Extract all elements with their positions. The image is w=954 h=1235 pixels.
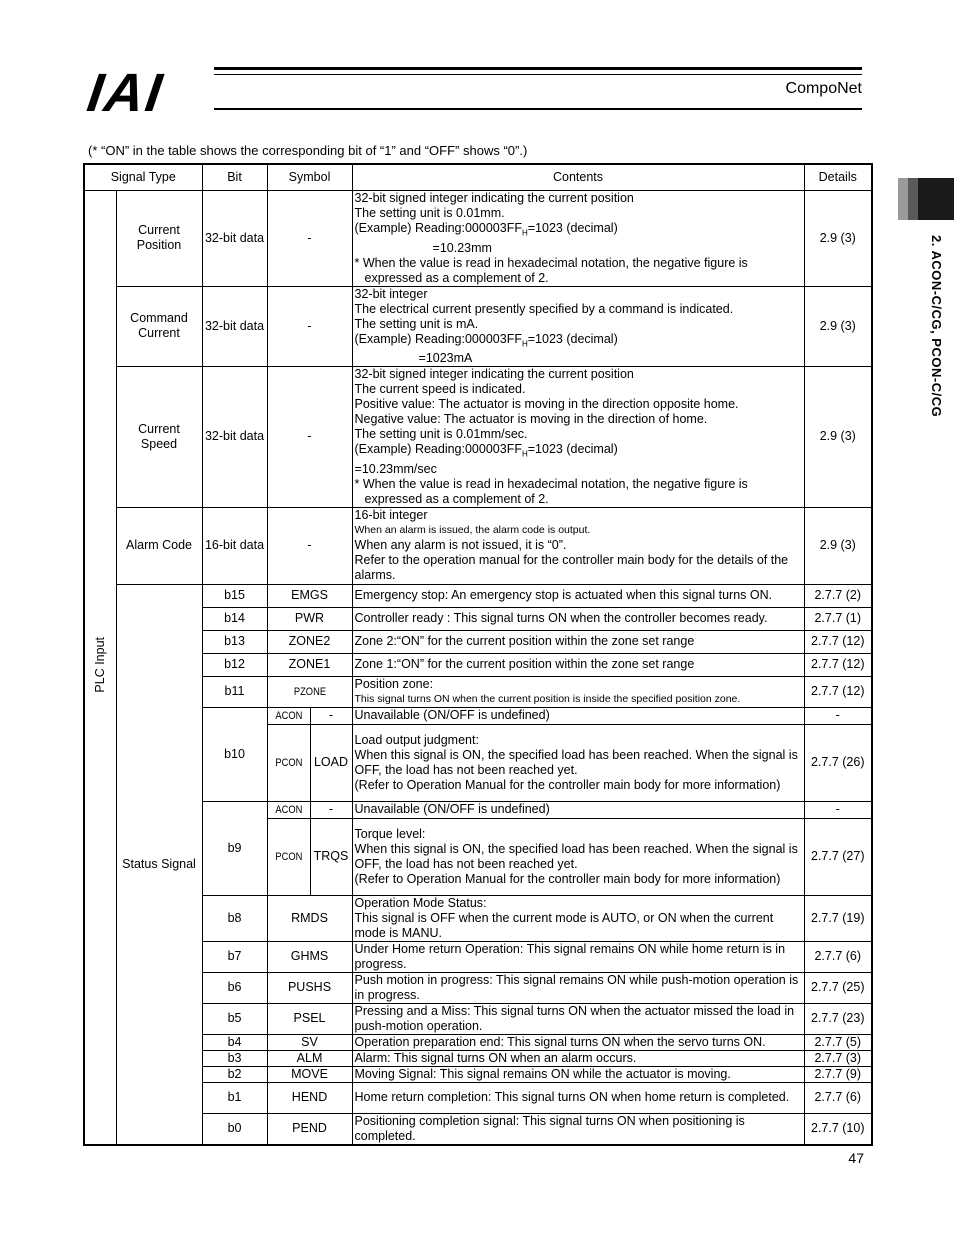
header-rule-top [214,67,862,70]
details-cell: 2.7.7 (3) [804,1050,872,1066]
header-rule-thin [214,74,862,75]
bit-cell: b14 [202,607,267,630]
bit-cell: b2 [202,1066,267,1082]
chapter-side-label: 2. ACON-C/CG, PCON-C/CG [929,235,944,418]
bit-cell: b6 [202,972,267,1003]
details-cell: 2.7.7 (19) [804,895,872,941]
bit-cell: 32-bit data [202,286,267,367]
table-row [84,1003,872,1034]
chapter-tab-marker [898,178,954,220]
symbol-cell: PZONE [267,676,352,707]
symbol-cell: RMDS [267,895,352,941]
contents-cell: Under Home return Operation: This signal remains ON while home return is in progress. [352,941,804,972]
contents-cell: Home return completion: This signal turns ON when home return is completed. [352,1082,804,1113]
header-details: Details [804,164,872,191]
details-cell: 2.7.7 (6) [804,941,872,972]
table-row [84,895,872,941]
table-row [84,941,872,972]
symbol-cell: LOAD [310,724,352,801]
table-row [84,972,872,1003]
header-contents: Contents [352,164,804,191]
details-cell: 2.9 (3) [804,367,872,508]
contents-cell: Alarm: This signal turns ON when an alarm occurs. [352,1050,804,1066]
details-cell: 2.9 (3) [804,286,872,367]
table-note: (* “ON” in the table shows the corresponding bit of “1” and “OFF” shows “0”.) [88,143,528,158]
table-row [84,191,872,287]
table-row [84,1082,872,1113]
contents-cell: Operation Mode Status: This signal is OFF when the current mode is AUTO, or ON when the current mode is MANU. [352,895,804,941]
symbol-cell: PUSHS [267,972,352,1003]
bit-cell: 32-bit data [202,191,267,287]
table-row [84,584,872,607]
section-title: CompoNet [785,80,862,97]
plc-input-group-label: PLC Input [84,191,116,1145]
details-cell: 2.7.7 (2) [804,584,872,607]
details-cell: - [804,707,872,724]
symbol-cell: SV [267,1034,352,1050]
contents-cell: 16-bit integer When an alarm is issued, the alarm code is output. When any alarm is not issued, it is “0”. Refer to the operation manual for the controller main body for the details of the alarms. [352,507,804,584]
plc-input-table [83,163,873,1146]
model-cell-pcon: PCON [267,724,310,801]
symbol-cell: PEND [267,1113,352,1145]
iai-logo: IAI [83,63,168,123]
symbol-cell: - [267,367,352,508]
header-rule-bottom [214,108,862,110]
details-cell: 2.7.7 (27) [804,818,872,895]
details-cell: 2.9 (3) [804,507,872,584]
symbol-cell: ZONE1 [267,653,352,676]
details-cell: - [804,801,872,818]
bit-cell: 16-bit data [202,507,267,584]
symbol-cell: - [310,707,352,724]
details-cell: 2.7.7 (9) [804,1066,872,1082]
contents-cell: Unavailable (ON/OFF is undefined) [352,801,804,818]
bit-cell: b1 [202,1082,267,1113]
bit-cell: b9 [202,801,267,895]
contents-cell: Push motion in progress: This signal remains ON while push-motion operation is in progress. [352,972,804,1003]
contents-cell: Controller ready : This signal turns ON when the controller becomes ready. [352,607,804,630]
contents-cell: Zone 1:“ON” for the current position within the zone set range [352,653,804,676]
bit-cell: b0 [202,1113,267,1145]
signal-type-cell: Alarm Code [116,507,202,584]
model-cell-acon: ACON [267,707,310,724]
table-row [84,1050,872,1066]
bit-cell: b11 [202,676,267,707]
symbol-cell: TRQS [310,818,352,895]
symbol-cell: PSEL [267,1003,352,1034]
details-cell: 2.7.7 (23) [804,1003,872,1034]
model-cell-pcon: PCON [267,818,310,895]
status-signal-label: Status Signal [116,584,202,1145]
bit-cell: b7 [202,941,267,972]
details-cell: 2.7.7 (6) [804,1082,872,1113]
table-row [84,801,872,818]
header-signal-type: Signal Type [84,164,202,191]
bit-cell: b3 [202,1050,267,1066]
details-cell: 2.9 (3) [804,191,872,287]
details-cell: 2.7.7 (12) [804,630,872,653]
table-header-row [84,164,872,191]
table-row [84,707,872,724]
header-bit: Bit [202,164,267,191]
header-symbol: Symbol [267,164,352,191]
signal-type-cell: Command Current [116,286,202,367]
bit-cell: b12 [202,653,267,676]
symbol-cell: - [267,191,352,287]
symbol-cell: EMGS [267,584,352,607]
bit-cell: b10 [202,707,267,801]
bit-cell: b5 [202,1003,267,1034]
model-cell-acon: ACON [267,801,310,818]
contents-cell: Unavailable (ON/OFF is undefined) [352,707,804,724]
contents-cell: 32-bit signed integer indicating the current position The current speed is indicated. Positive value: The actuator is moving in the direction opposite home. Negative value: The actuator is moving in the direction of home. The setting unit is 0.01mm/sec. (Example) $Reading:000003FF_H=1023$ (decimal) =10.23mm/sec * When the value is read in hexadecimal notation, the negative figure is expressed as a complement of 2. [352,367,804,508]
table-row [84,286,872,367]
contents-cell: 32-bit integer The electrical current presently specified by a command is indicated. The setting unit is mA. (Example) $Reading:000003FF_H=1023$ (decimal) =1023mA [352,286,804,367]
page-number: 47 [848,1150,864,1166]
contents-cell: Position zone: This signal turns ON when the current position is inside the specified position zone. [352,676,804,707]
contents-cell: Positioning completion signal: This signal turns ON when positioning is completed. [352,1113,804,1145]
contents-cell: Load output judgment: When this signal is ON, the specified load has been reached. When the signal is OFF, the load has not been reached yet. (Refer to Operation Manual for the controller main body for more information) [352,724,804,801]
signal-type-cell: Current Speed [116,367,202,508]
details-cell: 2.7.7 (5) [804,1034,872,1050]
bit-cell: b13 [202,630,267,653]
details-cell: 2.7.7 (12) [804,676,872,707]
contents-cell: Pressing and a Miss: This signal turns ON when the actuator missed the load in push-motion operation. [352,1003,804,1034]
contents-cell: Moving Signal: This signal remains ON while the actuator is moving. [352,1066,804,1082]
symbol-cell: - [267,507,352,584]
symbol-cell: ZONE2 [267,630,352,653]
table-row [84,630,872,653]
contents-cell: Operation preparation end: This signal turns ON when the servo turns ON. [352,1034,804,1050]
table-row [84,1066,872,1082]
bit-cell: b4 [202,1034,267,1050]
table-row [84,367,872,508]
contents-cell: Zone 2:“ON” for the current position within the zone set range [352,630,804,653]
symbol-cell: MOVE [267,1066,352,1082]
contents-cell: Emergency stop: An emergency stop is actuated when this signal turns ON. [352,584,804,607]
details-cell: 2.7.7 (12) [804,653,872,676]
bit-cell: 32-bit data [202,367,267,508]
details-cell: 2.7.7 (10) [804,1113,872,1145]
table-row [84,507,872,584]
bit-cell: b8 [202,895,267,941]
table-row [84,607,872,630]
bit-cell: b15 [202,584,267,607]
contents-cell: Torque level: When this signal is ON, the specified load has been reached. When the signal is OFF, the load has not been reached yet. (Refer to Operation Manual for the controller main body for more information) [352,818,804,895]
contents-cell: 32-bit signed integer indicating the current position The setting unit is 0.01mm. (Example) $Reading:000003FF_H=1023$ (decimal) =10.23mm * When the value is read in hexadecimal notation, the negative figure is expressed as a complement of 2. [352,191,804,287]
details-cell: 2.7.7 (26) [804,724,872,801]
details-cell: 2.7.7 (25) [804,972,872,1003]
table-row [84,1113,872,1145]
symbol-cell: ALM [267,1050,352,1066]
table-row [84,676,872,707]
symbol-cell: - [267,286,352,367]
table-row [84,653,872,676]
symbol-cell: PWR [267,607,352,630]
symbol-cell: HEND [267,1082,352,1113]
details-cell: 2.7.7 (1) [804,607,872,630]
symbol-cell: GHMS [267,941,352,972]
signal-type-cell: Current Position [116,191,202,287]
table-row [84,1034,872,1050]
symbol-cell: - [310,801,352,818]
